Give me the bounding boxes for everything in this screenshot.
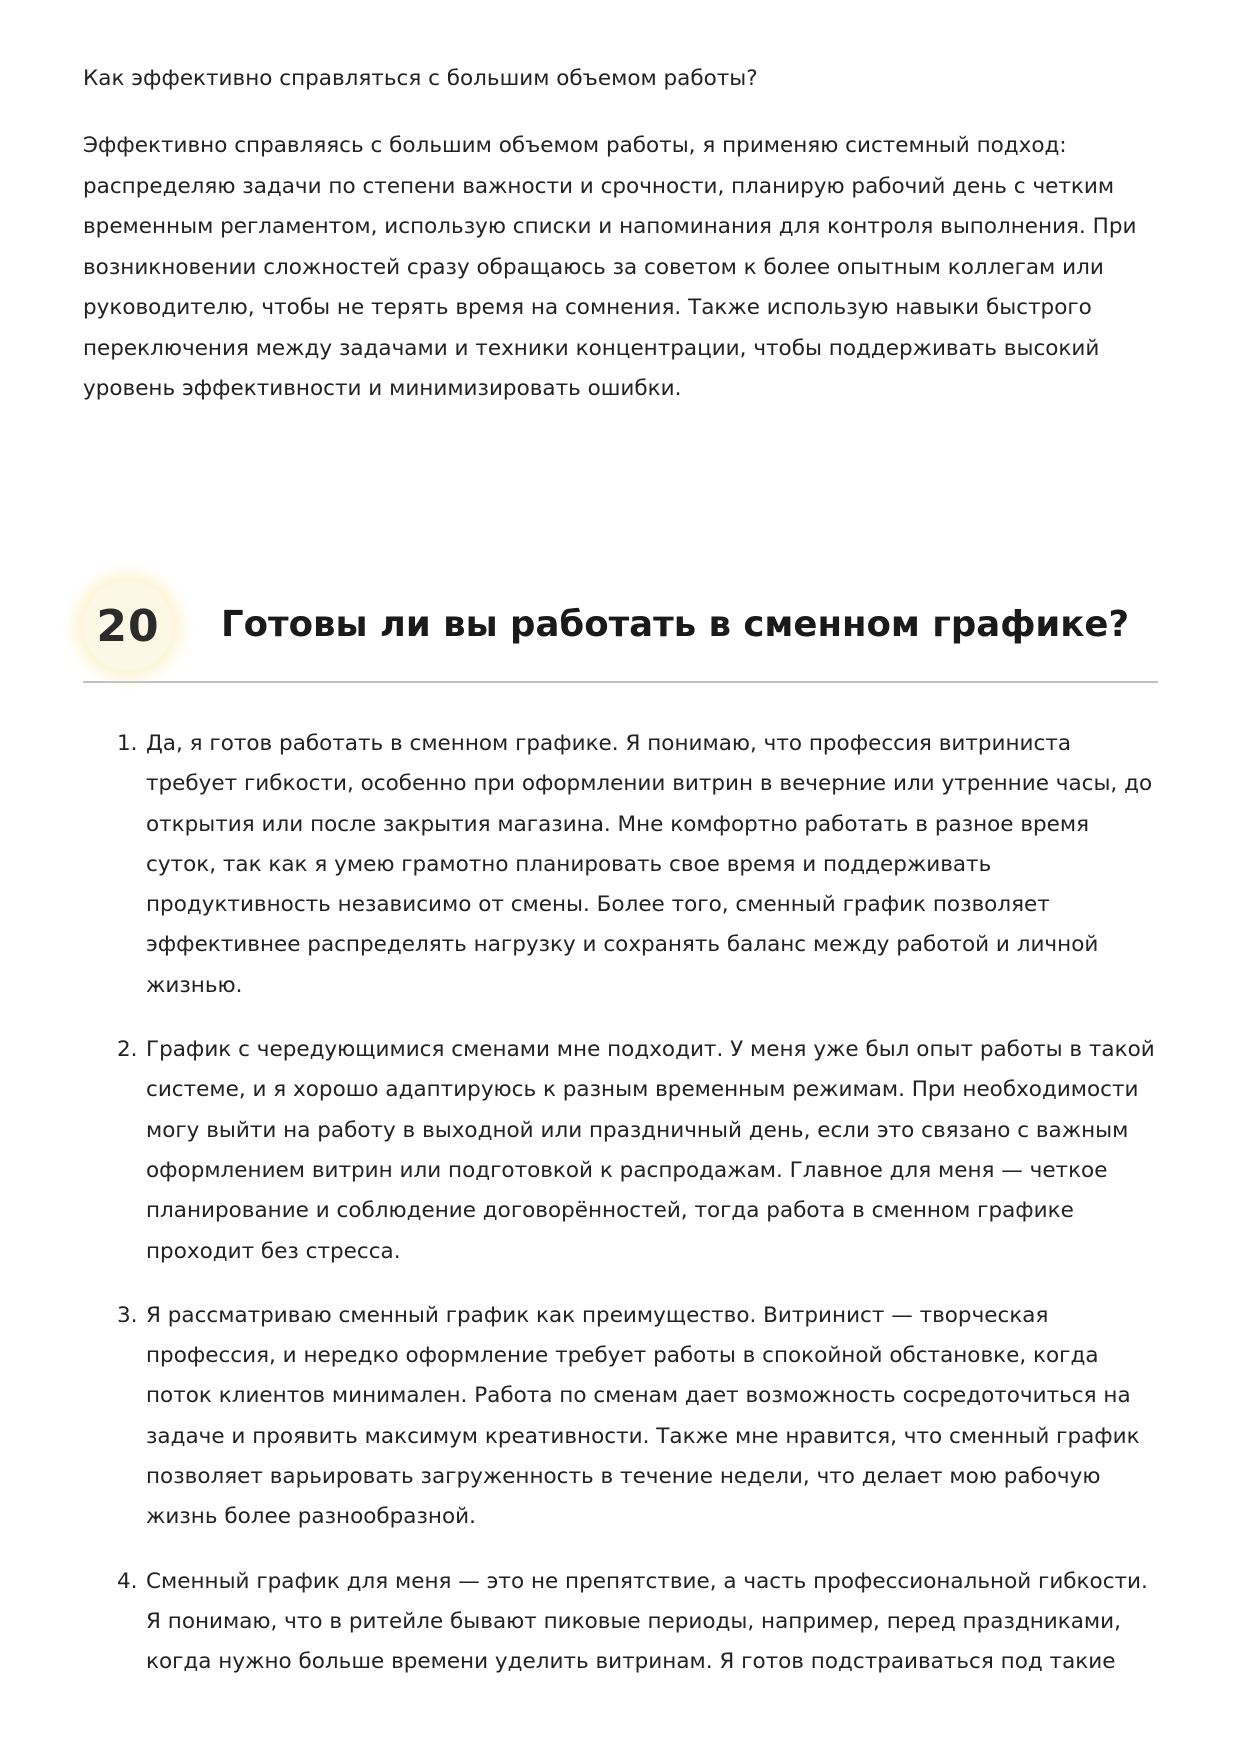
answer-number: 4. [117,1568,138,1594]
answer-list [83,724,1158,1707]
answer-item [83,724,1158,1006]
answer-text: Сменный график для меня — это не препятствие, а часть профессиональной гибкости. Я понимаю, что в ритейле бывают пиковые периоды, например, перед праздниками, когда нужно больше времени уделить витринам. Я готов подстраиваться под такие [146,1568,1148,1675]
answer-item [83,1296,1158,1538]
answer-item [83,1030,1158,1272]
section-title: Готовы ли вы работать в сменном графике? [221,604,1130,645]
previous-question: Как эффективно справляться с большим объемом работы? [83,66,758,91]
answer-text: Да, я готов работать в сменном графике. Я понимаю, что профессия витриниста требует гибкости, особенно при оформлении витрин в вечерние или утренние часы, до открытия или после закрытия магазина. Мне комфортно работать в разное время суток, так как я умею грамотно планировать свое время и поддерживать продуктивность независимо от смены. Более того, сменный график позволяет эффективнее распределять нагрузку и сохранять баланс между работой и личной жизнью. [146,731,1153,998]
question-number: 20 [96,600,160,652]
answer-text: График с чередующимися сменами мне подходит. У меня уже был опыт работы в такой системе, и я хорошо адаптируюсь к разным временным режимам. При необходимости могу выйти на работу в выходной или праздничный день, если это связано с важным оформлением витрин или подготовкой к распродажам. Главное для меня — четкое планирование и соблюдение договорённостей, тогда работа в сменном графике проходит без стресса. [146,1037,1155,1264]
answer-text: Я рассматриваю сменный график как преимущество. Витринист — творческая профессия, и нередко оформление требует работы в спокойной обстановке, когда поток клиентов минимален. Работа по сменам дает возможность сосредоточиться на задаче и проявить максимум креативности. Также мне нравится, что сменный график позволяет варьировать загруженность в течение недели, что делает мою рабочую жизнь более разнообразной. [146,1302,1140,1530]
section-divider [83,681,1158,683]
answer-number: 3. [117,1302,138,1328]
question-number-badge [83,581,173,671]
previous-answer: Эффективно справляясь с большим объемом работы, я применяю системный подход: распределяю задачи по степени важности и срочности, планирую рабочий день с четким временным регламентом, использую списки и напоминания для контроля выполнения. При возникновении сложностей сразу обращаюсь за советом к более опытным коллегам или руководителю, чтобы не терять время на сомнения. Также использую навыки быстрого переключения между задачами и техники концентрации, чтобы поддерживать высокий уровень эффективности и минимизировать ошибки. [83,133,1137,401]
answer-number: 1. [117,731,138,756]
section-header [83,575,1158,685]
answer-number: 2. [117,1037,138,1063]
answer-item [83,1562,1158,1683]
